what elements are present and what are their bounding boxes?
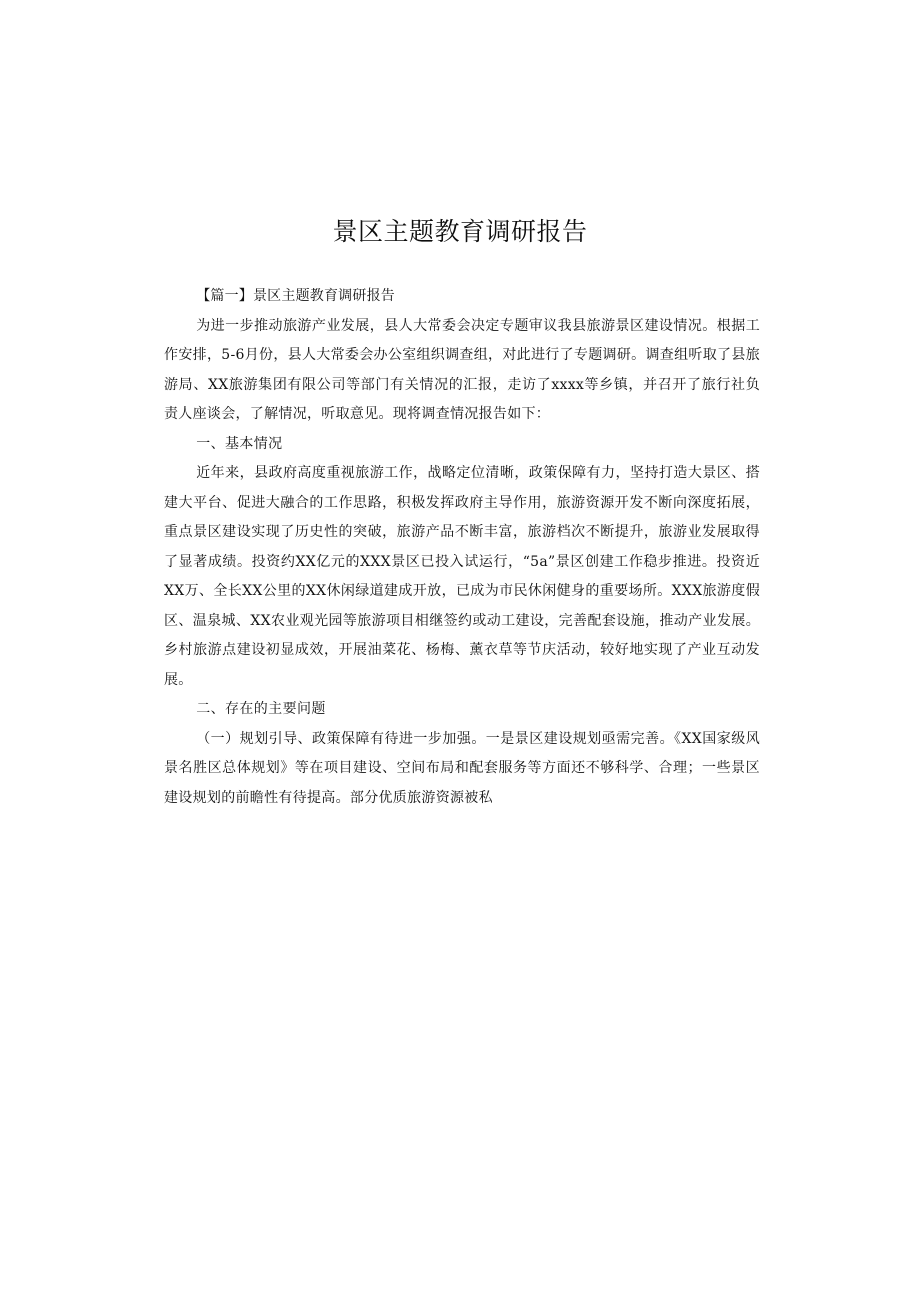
section-heading-basic-situation: 一、基本情况 <box>196 435 283 452</box>
paragraph-basic-situation: 近年来，县政府高度重视旅游工作，战略定位清晰，政策保障有力，坚持打造大景区、搭建大平台、促进大融合的工作思路，积极发挥政府主导作用，旅游资源开发不断向深度拓展，重点景区建设实现了历史性的突破，旅游产品不断丰富，旅游档次不断提升，旅游业发展取得了显著成绩。投资约XX亿元的XXX景区已投入试运行，“5a”景区创建工作稳步推进。投资近XX万、全长XX公里的XX休闲绿道建成开放，已成为市民休闲健身的重要场所。XXX旅游度假区、温泉城、XX农业观光园等旅游项目相继签约或动工建设，完善配套设施，推动产业发展。乡村旅游点建设初显成效，开展油菜花、杨梅、薰衣草等节庆活动，较好地实现了产业互动发展。 <box>164 465 760 688</box>
paragraph-planning-policy: （一）规划引导、政策保障有待进一步加强。一是景区建设规划亟需完善。《XX国家级风景名胜区总体规划》等在项目建设、空间布局和配套服务等方面还不够科学、合理；一些景区建设规划的前瞻性有待提高。部分优质旅游资源被私 <box>164 730 760 806</box>
paragraph-introduction: 为进一步推动旅游产业发展，县人大常委会决定专题审议我县旅游景区建设情况。根据工作安排，5-6月份，县人大常委会办公室组织调查组，对此进行了专题调研。调查组听取了县旅游局、XX旅游集团有限公司等部门有关情况的汇报，走访了xxxx等乡镇，并召开了旅行社负责人座谈会，了解情况，听取意见。现将调查情况报告如下： <box>164 317 760 422</box>
document-title: 景区主题教育调研报告 <box>332 217 588 246</box>
document-body <box>164 282 760 813</box>
section-heading-main-problems: 二、存在的主要问题 <box>196 701 326 717</box>
section-heading-part-one: 【篇一】景区主题教育调研报告 <box>196 288 395 304</box>
